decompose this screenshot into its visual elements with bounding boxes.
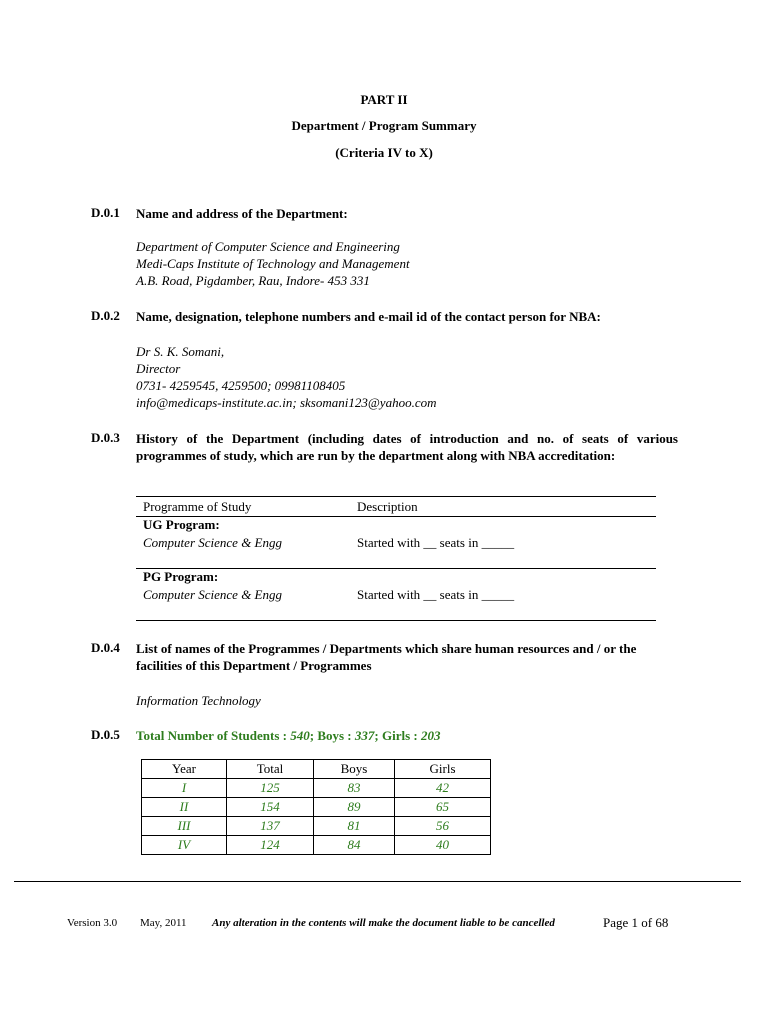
- pg-description: Started with __ seats in _____: [357, 587, 515, 602]
- students-table: [141, 759, 491, 855]
- cell-girls: 42: [395, 779, 491, 798]
- contact-name: Dr S. K. Somani,: [136, 344, 225, 359]
- girls-label: Girls :: [381, 728, 418, 743]
- dept-name: Department of Computer Science and Engineering: [136, 239, 400, 254]
- cell-boys: 89: [314, 798, 395, 817]
- address: A.B. Road, Pigdamber, Rau, Indore- 453 331: [136, 273, 370, 288]
- cell-year: II: [142, 798, 227, 817]
- table-row: [142, 817, 491, 836]
- col-header-description: Description: [357, 499, 418, 514]
- separator: ;: [374, 728, 379, 743]
- header-total: Total: [227, 760, 314, 779]
- separator: ;: [309, 728, 315, 743]
- footer-version: Version 3.0: [67, 917, 118, 929]
- pg-program-label: PG Program:: [143, 569, 219, 584]
- section-title-d01: Name and address of the Department:: [136, 206, 348, 221]
- total-girls: 203: [420, 728, 441, 743]
- section-number-d05: D.0.5: [91, 727, 120, 742]
- cell-boys: 84: [314, 836, 395, 855]
- ug-program-label: UG Program:: [143, 517, 220, 532]
- col-header-programme: Programme of Study: [143, 499, 252, 514]
- cell-girls: 40: [395, 836, 491, 855]
- contact-designation: Director: [136, 361, 181, 376]
- contact-email: info@medicaps-institute.ac.in; sksomani123@yahoo.com: [136, 395, 437, 410]
- section-title-d02: Name, designation, telephone numbers and e-mail id of the contact person for NBA:: [136, 309, 601, 324]
- contact-phone: 0731- 4259545, 4259500; 09981108405: [136, 378, 346, 393]
- section-number-d04: D.0.4: [91, 640, 120, 655]
- footer-rule: [14, 881, 741, 882]
- part-heading: PART II: [360, 92, 408, 107]
- footer-date: May, 2011: [140, 917, 187, 929]
- section-title-d03: History of the Department (including dates of introduction and no. of seats of various programmes of study, which are run by the department along with NBA accreditation:: [136, 431, 678, 463]
- total-label: Total Number of Students :: [136, 728, 287, 743]
- header-year: Year: [142, 760, 227, 779]
- cell-girls: 65: [395, 798, 491, 817]
- cell-boys: 83: [314, 779, 395, 798]
- ug-description: Started with __ seats in _____: [357, 535, 515, 550]
- header-boys: Boys: [314, 760, 395, 779]
- table-header-row: [142, 760, 491, 779]
- cell-total: 137: [227, 817, 314, 836]
- cell-boys: 81: [314, 817, 395, 836]
- student-summary: [136, 727, 678, 744]
- page-number: Page 1 of 68: [603, 915, 669, 930]
- header-girls: Girls: [395, 760, 491, 779]
- total-boys: 337: [354, 728, 375, 743]
- ug-course: Computer Science & Engg: [143, 535, 282, 550]
- table-row: [142, 779, 491, 798]
- cell-year: I: [142, 779, 227, 798]
- footer-notice: Any alteration in the contents will make the document liable to be cancelled: [212, 917, 555, 929]
- section-number-d02: D.0.2: [91, 308, 120, 323]
- table-rule: [136, 496, 656, 497]
- pg-course: Computer Science & Engg: [143, 587, 282, 602]
- cell-total: 154: [227, 798, 314, 817]
- cell-total: 124: [227, 836, 314, 855]
- cell-year: IV: [142, 836, 227, 855]
- total-students: 540: [290, 728, 310, 743]
- section-number-d03: D.0.3: [91, 430, 120, 445]
- institute-name: Medi-Caps Institute of Technology and Management: [136, 256, 410, 271]
- boys-label: Boys :: [317, 728, 352, 743]
- table-rule: [136, 620, 656, 621]
- shared-programme: Information Technology: [136, 693, 261, 708]
- criteria-subtitle: (Criteria IV to X): [335, 145, 433, 160]
- summary-title: Department / Program Summary: [291, 118, 477, 133]
- table-row: [142, 798, 491, 817]
- section-number-d01: D.0.1: [91, 205, 120, 220]
- cell-year: III: [142, 817, 227, 836]
- section-title-d04: List of names of the Programmes / Departments which share human resources and / or the facilities of this Department / Programmes: [136, 641, 637, 673]
- cell-girls: 56: [395, 817, 491, 836]
- table-row: [142, 836, 491, 855]
- cell-total: 125: [227, 779, 314, 798]
